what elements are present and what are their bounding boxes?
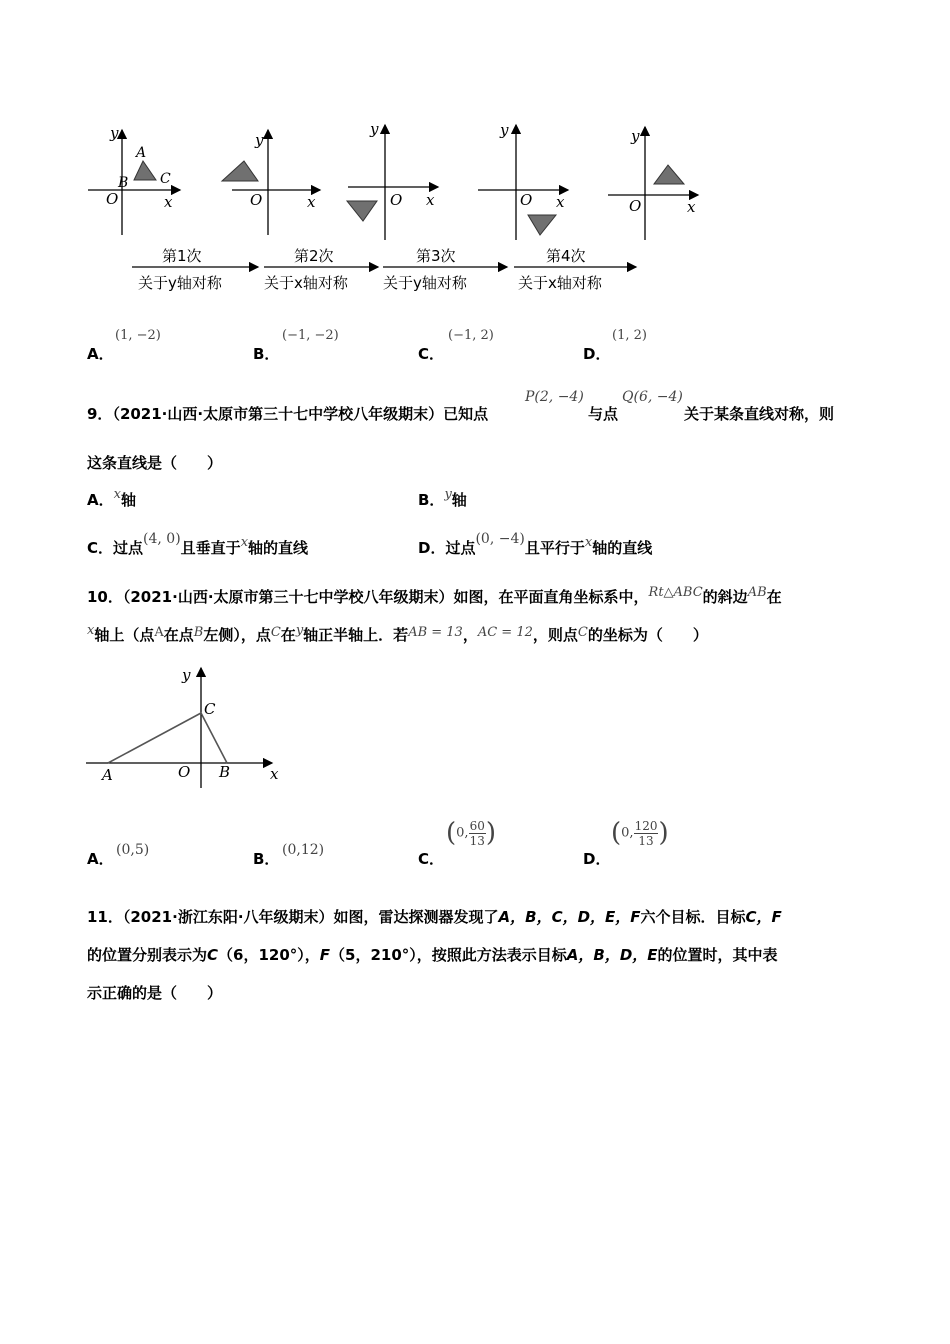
q9-stem-mid: 与点 xyxy=(588,405,619,423)
step-arrow-1 xyxy=(132,247,258,292)
q10-option-c[interactable]: C． xyxy=(418,850,445,868)
q8-option-b-value: (−1, −2) xyxy=(282,328,339,343)
q9-stem-line2: 这条直线是（ ） xyxy=(87,454,223,472)
coordinate-panel-3 xyxy=(347,120,438,240)
symmetry-sequence-figure xyxy=(80,115,720,300)
q11-stem-line1: 11．（2021·浙江东阳·八年级期末）如图，雷达探测器发现了A，B，C，D，E，F六个目标．目标C，F xyxy=(87,908,782,926)
x-axis-label: x xyxy=(687,198,696,216)
q9-stem-end: 关于某条直线对称，则 xyxy=(684,405,835,423)
x-axis-label: x xyxy=(270,765,279,783)
q10-stem-line1: 10．（2021·山西·太原市第三十七中学校八年级期末）如图，在平面直角坐标系中，Rt△ABC的斜边AB在 xyxy=(87,585,782,606)
coordinate-panel-2 xyxy=(222,130,320,235)
q10-option-b[interactable]: B． xyxy=(253,850,280,868)
point-q: Q(6, −4) xyxy=(622,389,683,405)
origin-label: O xyxy=(106,190,119,208)
origin-label: O xyxy=(520,191,533,209)
q8-option-d[interactable]: D． xyxy=(583,345,611,363)
svg-text:关于x轴对称: 关于x轴对称 xyxy=(518,274,602,292)
q10-option-b-value: (0,12) xyxy=(282,842,325,858)
y-axis-label: y xyxy=(182,666,191,684)
q10-option-a-value: (0,5) xyxy=(116,842,150,858)
q9-option-b[interactable]: B．y轴 xyxy=(418,487,467,509)
vertex-c-label: C xyxy=(160,171,171,187)
y-axis-label: y xyxy=(370,120,379,138)
vertex-a-label: A xyxy=(102,766,113,784)
vertex-b-label: B xyxy=(118,175,129,191)
q10-option-a[interactable]: A． xyxy=(87,850,114,868)
vertex-c-label: C xyxy=(204,700,216,718)
q9-option-c[interactable]: C．过点(4, 0)且垂直于x轴的直线 xyxy=(87,531,309,557)
q8-option-b[interactable]: B． xyxy=(253,345,280,363)
coordinate-panel-4 xyxy=(478,121,568,240)
coordinate-panel-5 xyxy=(608,127,698,240)
vertex-a-label: A xyxy=(136,145,147,161)
origin-label: O xyxy=(390,191,403,209)
x-axis-label: x xyxy=(307,193,316,211)
svg-text:第2次: 第2次 xyxy=(294,247,334,265)
q10-option-d[interactable]: D． xyxy=(583,850,611,868)
x-axis-label: x xyxy=(556,193,565,211)
q8-option-d-value: (1, 2) xyxy=(612,328,647,343)
q8-option-c[interactable]: C． xyxy=(418,345,445,363)
y-axis-label: y xyxy=(255,131,264,149)
q9-stem-line1: 9．（2021·山西·太原市第三十七中学校八年级期末）已知点 xyxy=(87,405,489,423)
y-axis-label: y xyxy=(110,124,119,142)
q9-option-a[interactable]: A．x轴 xyxy=(87,487,136,509)
svg-text:关于y轴对称: 关于y轴对称 xyxy=(138,274,222,292)
q9-option-d[interactable]: D．过点(0, −4)且平行于x轴的直线 xyxy=(418,531,653,557)
y-axis-label: y xyxy=(500,121,509,139)
svg-text:关于x轴对称: 关于x轴对称 xyxy=(264,274,348,292)
svg-text:第1次: 第1次 xyxy=(162,247,202,265)
svg-text:第3次: 第3次 xyxy=(416,247,456,265)
point-p: P(2, −4) xyxy=(525,389,584,405)
vertex-b-label: B xyxy=(219,763,231,781)
x-axis-label: x xyxy=(164,193,173,211)
q10-option-d-value: (0, $\frac{120}{13}$ ) xyxy=(611,818,669,848)
step-arrow-3 xyxy=(383,247,507,292)
triangle-figure xyxy=(80,660,290,790)
svg-text:关于y轴对称: 关于y轴对称 xyxy=(383,274,467,292)
q8-option-a[interactable]: A． xyxy=(87,345,114,363)
triangle-abc xyxy=(108,713,227,763)
step-arrow-4 xyxy=(514,247,636,292)
q10-option-c-value: (0, $\frac{60}{13}$ ) xyxy=(446,818,496,848)
origin-label: O xyxy=(629,197,642,215)
step-arrow-2 xyxy=(264,247,378,292)
coordinate-panel-1 xyxy=(88,124,180,235)
svg-text:第4次: 第4次 xyxy=(546,247,586,265)
origin-label: O xyxy=(178,763,191,781)
q11-stem-line3: 示正确的是（ ） xyxy=(87,984,223,1002)
origin-label: O xyxy=(250,191,263,209)
x-axis-label: x xyxy=(426,191,435,209)
y-axis-label: y xyxy=(631,127,640,145)
q11-stem-line2: 的位置分别表示为C（6，120°），F（5，210°），按照此方法表示目标A，B，D，E的位置时，其中表 xyxy=(87,946,778,964)
q8-option-c-value: (−1, 2) xyxy=(448,328,494,343)
q8-option-a-value: (1, −2) xyxy=(115,328,161,343)
q10-stem-line2: x轴上（点A在点B左侧），点C在y轴正半轴上．若AB = 13，AC = 12，则点C的坐标为（ ） xyxy=(87,623,708,644)
